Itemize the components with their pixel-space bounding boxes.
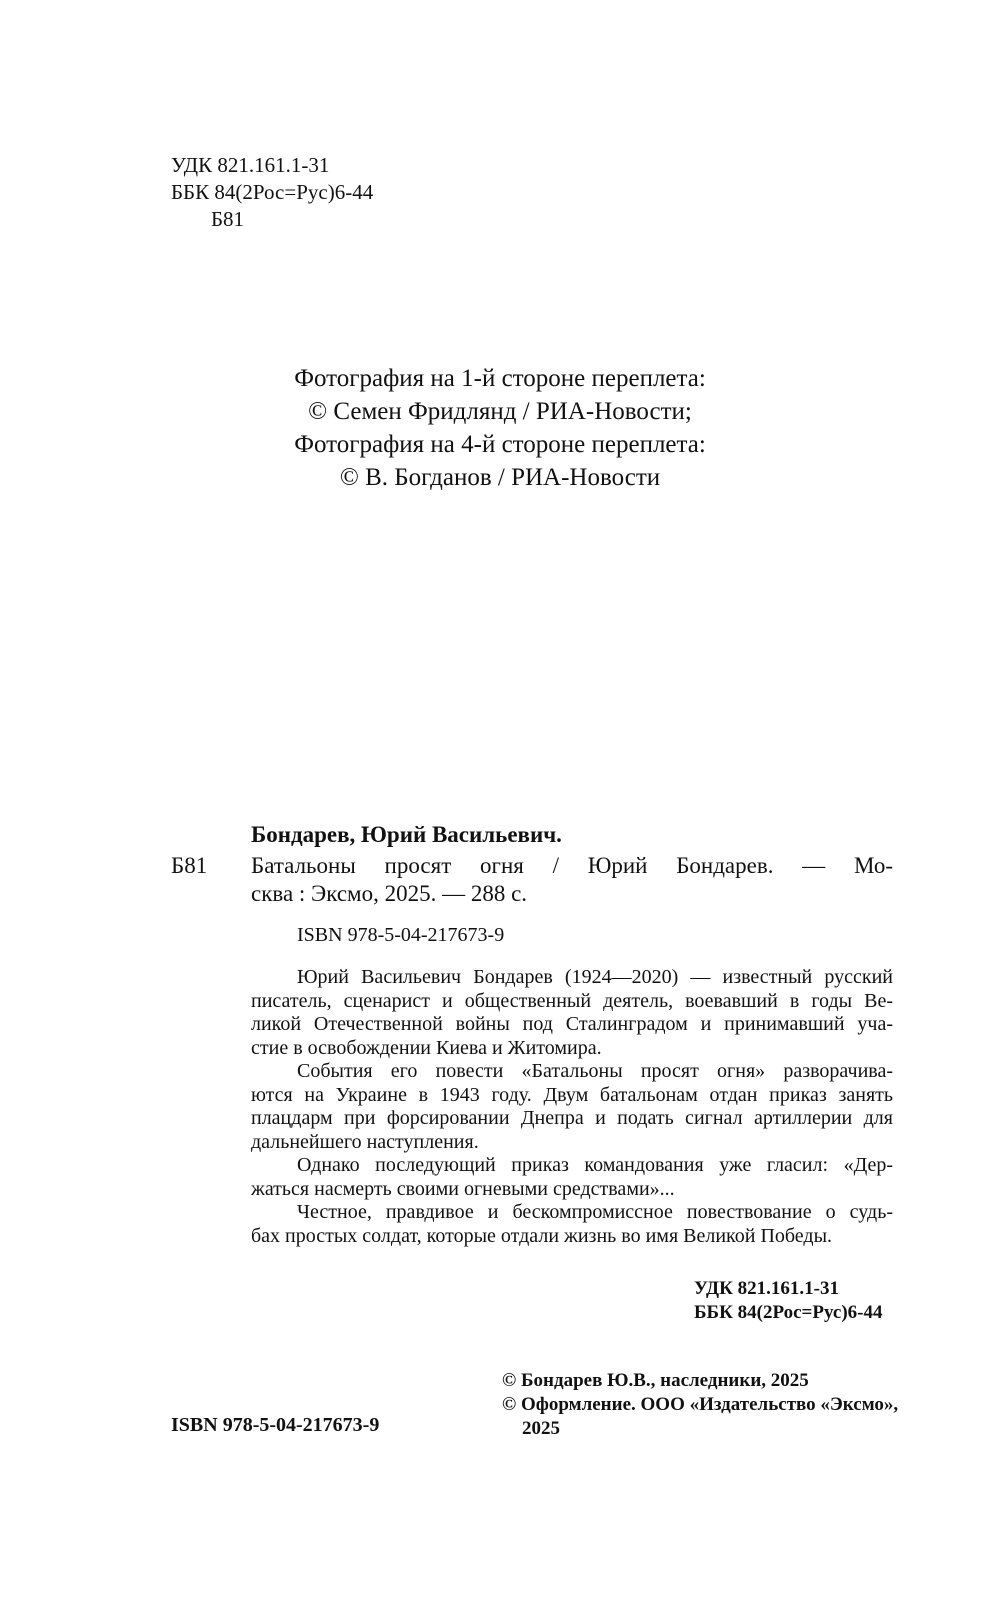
credit-line: Фотография на 4-й стороне переплета: xyxy=(294,431,706,458)
record-author: Бондарев, Юрий Васильевич. xyxy=(251,822,562,847)
annotation xyxy=(251,966,893,1248)
annotation-line: ются на Украине в 1943 году. Двум батальонам отдан приказ занять xyxy=(251,1083,893,1106)
annotation-line: События его повести «Батальоны просят огня» разворачива- xyxy=(297,1060,893,1082)
annotation-line: стие в освобождении Киева и Житомира. xyxy=(251,1036,602,1059)
annotation-line: ликой Отечественной войны под Сталинградом и принимавший уча- xyxy=(251,1013,893,1035)
annotation-line: Юрий Васильевич Бондарев (1924—2020) — известный русский xyxy=(297,966,893,988)
copyright-line: © Бондарев Ю.В., наследники, 2025 xyxy=(502,1370,809,1391)
title-line: сква : Эксмо, 2025. — 288 с. xyxy=(251,881,528,906)
bbk-code: ББК 84(2Рос=Рус)6-44 xyxy=(171,180,374,204)
copyright-block xyxy=(502,1369,898,1441)
copyright-line: 2025 xyxy=(522,1418,560,1439)
isbn-bottom: ISBN 978-5-04-217673-9 xyxy=(171,1414,380,1436)
classification-block xyxy=(171,152,373,233)
credit-line: © В. Богданов / РИА-Новости xyxy=(339,464,661,491)
annotation-line: дальнейшего наступления. xyxy=(251,1130,479,1153)
record-code: Б81 xyxy=(171,853,208,878)
title-line: Батальоны просят огня / Юрий Бондарев. — Мо- xyxy=(251,853,893,878)
annotation-line: жаться насмерть своими огневыми средствами»... xyxy=(251,1177,675,1200)
credit-line: © Семен Фридлянд / РИА-Новости; xyxy=(308,398,692,425)
photo-credits xyxy=(0,362,1000,494)
classification-bottom xyxy=(694,1277,882,1325)
udk-code: УДК 821.161.1-31 xyxy=(171,153,330,177)
annotation-line: Однако последующий приказ командования уже гласил: «Дер- xyxy=(297,1154,893,1176)
record-isbn: ISBN 978-5-04-217673-9 xyxy=(297,924,505,946)
author-mark: Б81 xyxy=(211,207,245,231)
bbk-code-bottom: ББК 84(2Рос=Рус)6-44 xyxy=(694,1302,883,1323)
udk-code-bottom: УДК 821.161.1-31 xyxy=(694,1278,839,1299)
annotation-line: писатель, сценарист и общественный деятель, воевавший в годы Ве- xyxy=(251,989,893,1012)
record-title xyxy=(251,852,893,908)
copyright-line: © Оформление. ООО «Издательство «Эксмо», xyxy=(502,1394,899,1415)
annotation-line: плацдарм при форсировании Днепра и подать сигнал артиллерии для xyxy=(251,1107,893,1129)
annotation-line: бах простых солдат, которые отдали жизнь во имя Великой Победы. xyxy=(251,1224,833,1247)
annotation-line: Честное, правдивое и бескомпромиссное повествование о судь- xyxy=(297,1201,893,1223)
credit-line: Фотография на 1-й стороне переплета: xyxy=(294,365,706,392)
